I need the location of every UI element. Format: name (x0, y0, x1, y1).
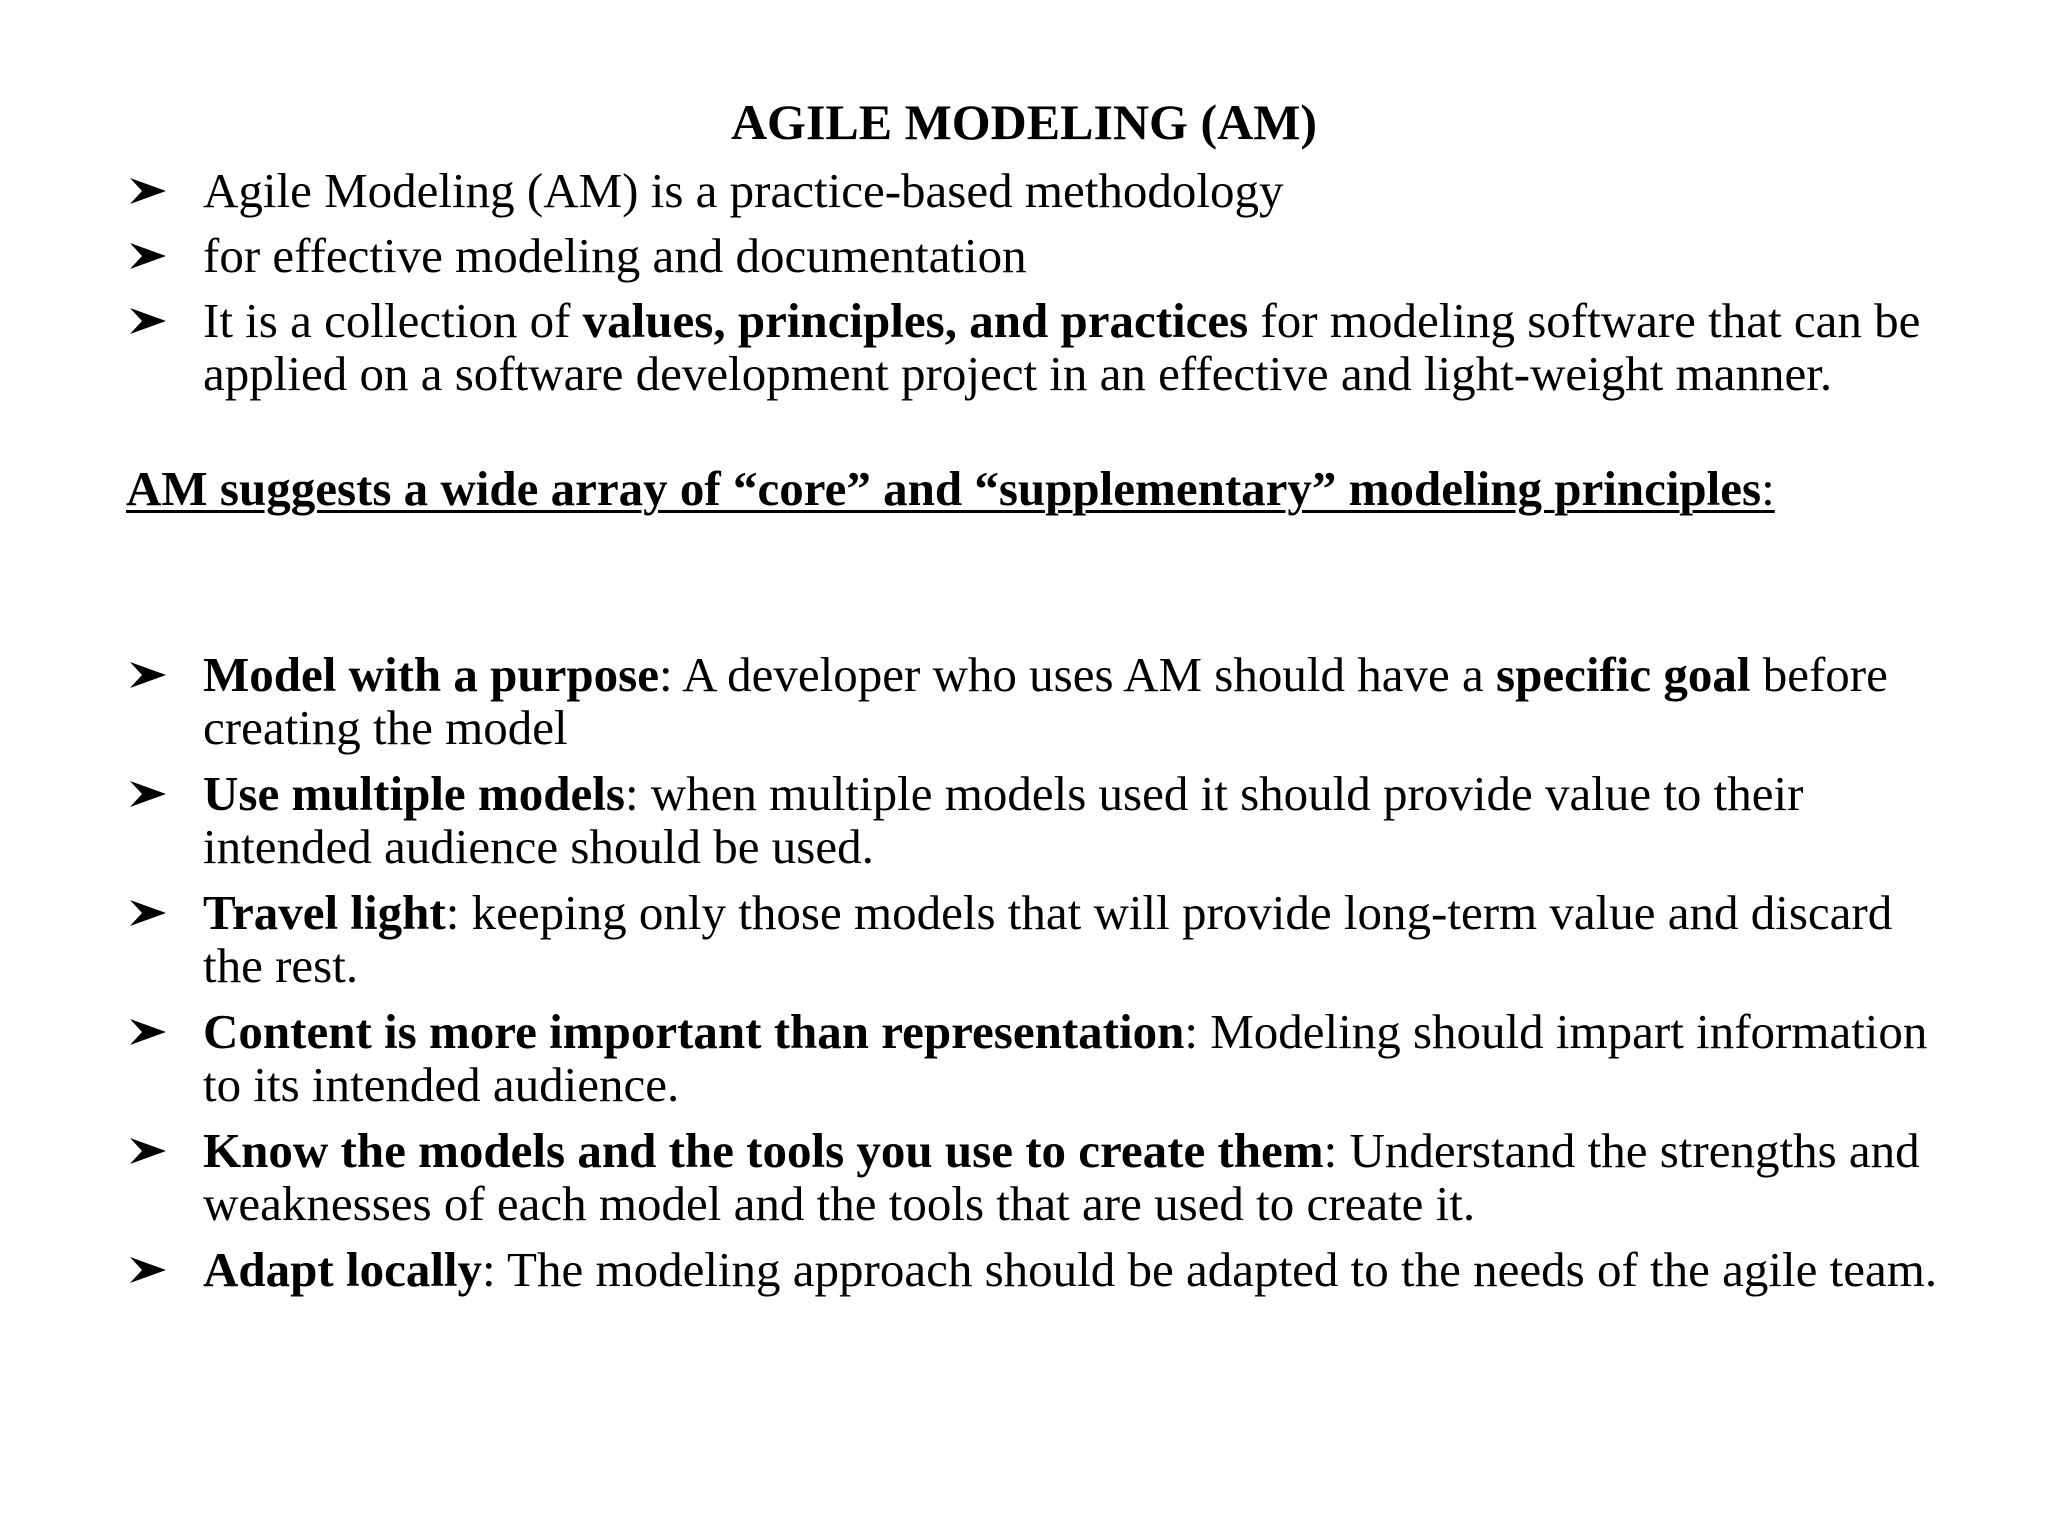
arrowhead-bullet-icon (126, 767, 172, 820)
intro-bullet (126, 294, 1956, 400)
principle-text (203, 886, 1956, 992)
principle-bullet (126, 1243, 1956, 1296)
text-run: It is a collection of (203, 293, 583, 348)
principle-description: : Understand the strengths and weaknesses of each model and the tools that are used to create it. (203, 1123, 1920, 1231)
slide-title: AGILE MODELING (AM) (730, 94, 1318, 150)
arrowhead-bullet-icon (126, 294, 172, 347)
text-run: : A developer who uses AM should have a (659, 647, 1496, 702)
section-heading (126, 462, 1786, 515)
principle-term: Adapt locally (203, 1242, 483, 1297)
arrowhead-bullet-icon (126, 229, 172, 282)
arrowhead-bullet-icon (126, 164, 172, 217)
arrowhead-bullet-icon (126, 1124, 172, 1177)
principle-bullet (126, 648, 1956, 754)
principle-bullet (126, 767, 1956, 873)
principle-text (203, 767, 1956, 873)
principle-term: Content is more important than representation (203, 1004, 1185, 1059)
intro-bullet (126, 229, 1956, 282)
principle-term: Use multiple models (203, 766, 625, 821)
principle-term: Know the models and the tools you use to create them (203, 1123, 1324, 1178)
principle-text (203, 1243, 1956, 1296)
principle-bullet (126, 886, 1956, 992)
intro-bullet-text: for effective modeling and documentation (203, 228, 1027, 283)
text-run: for modeling software that can be applied on a software development project in an effective and light-weight manner. (203, 293, 1921, 401)
emphasis-text: values, principles, and practices (582, 293, 1249, 348)
principle-text (203, 648, 1956, 754)
principle-bullet (126, 1124, 1956, 1230)
principle-text (203, 1005, 1956, 1111)
arrowhead-bullet-icon (126, 1005, 172, 1058)
emphasis-text: specific goal (1496, 647, 1751, 702)
principle-term: Travel light (203, 885, 446, 940)
section-heading-colon: : (1761, 461, 1775, 516)
principle-description: : when multiple models used it should provide value to their intended audience should be used. (203, 766, 1804, 874)
section-heading-text: AM suggests a wide array of “core” and “supplementary” modeling principles (126, 461, 1762, 516)
principle-text (203, 1124, 1956, 1230)
intro-bullet-text (203, 294, 1956, 400)
text-run: before creating the model (203, 647, 1888, 755)
arrowhead-bullet-icon (126, 1243, 172, 1296)
arrowhead-bullet-icon (126, 648, 172, 701)
principle-description: : The modeling approach should be adapted to the needs of the agile team. (482, 1242, 1938, 1297)
arrowhead-bullet-icon (126, 886, 172, 939)
intro-bullet-text: Agile Modeling (AM) is a practice-based methodology (203, 163, 1284, 218)
principle-description: : Modeling should impart information to its intended audience. (203, 1004, 1928, 1112)
principle-description: : keeping only those models that will provide long-term value and discard the rest. (203, 885, 1893, 993)
principle-term: Model with a purpose (203, 647, 660, 702)
intro-bullet (126, 164, 1956, 217)
principle-bullet (126, 1005, 1956, 1111)
